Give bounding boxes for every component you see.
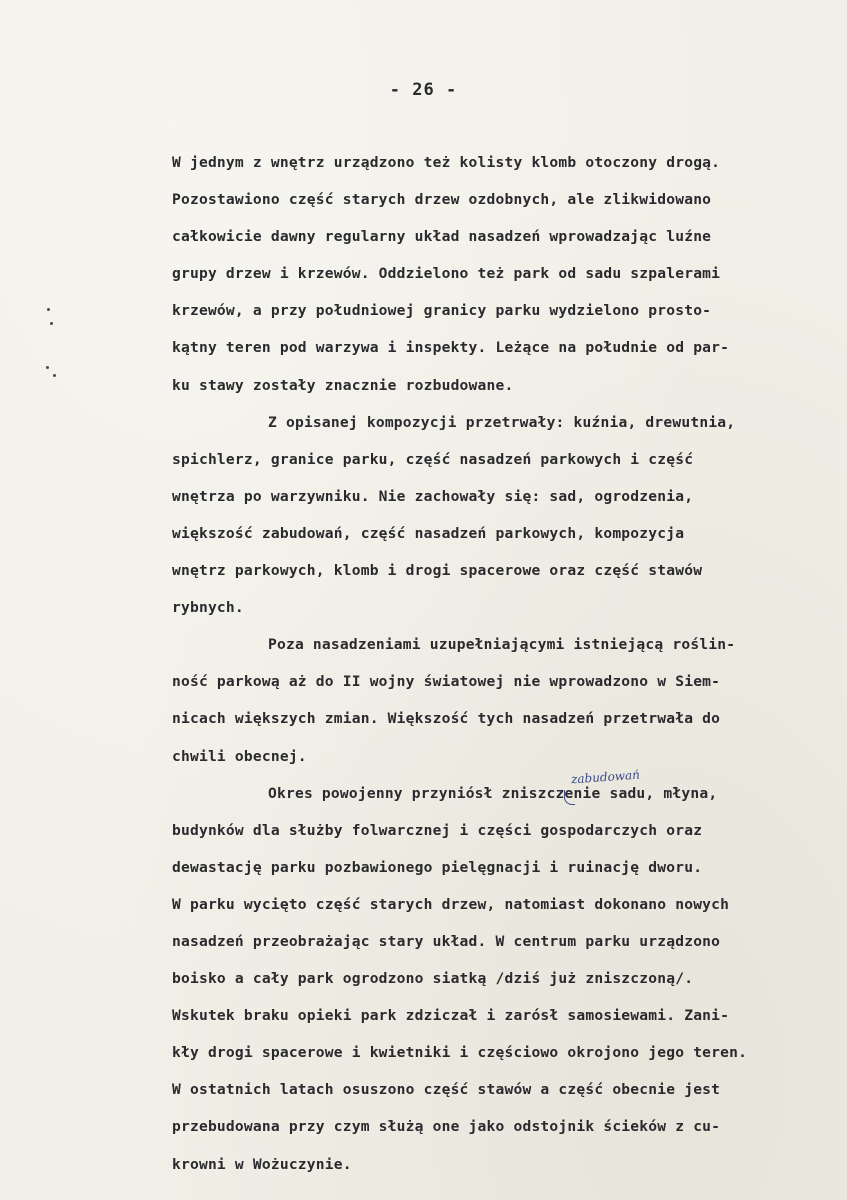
- text-line: kątny teren pod warzywa i inspekty. Leżące na południe od par-: [172, 339, 730, 357]
- text-line: dewastację parku pozbawionego pielęgnacji i ruinację dworu.: [172, 858, 703, 876]
- text-line: nasadzeń przeobrażając stary układ. W centrum parku urządzono: [172, 932, 721, 950]
- text-line: chwili obecnej.: [172, 747, 307, 765]
- text-line: rybnych.: [172, 599, 244, 617]
- text-line: Pozostawiono część starych drzew ozdobnych, ale zlikwidowano: [172, 191, 712, 209]
- text-line: krowni w Wożuczynie.: [172, 1155, 352, 1173]
- body-text: [172, 144, 832, 1183]
- text-line: wnętrz parkowych, klomb i drogi spacerowe oraz część stawów: [172, 562, 703, 580]
- margin-speck: [47, 308, 50, 311]
- page-number: - 26 -: [389, 80, 458, 100]
- text-line: Poza nasadzeniami uzupełniającymi istniejącą roślin-: [268, 636, 736, 654]
- margin-speck: [46, 366, 49, 369]
- handwritten-annotation: zabudowań: [570, 767, 641, 787]
- text-line: budynków dla służby folwarcznej i części gospodarczych oraz: [172, 821, 703, 839]
- text-line: W ostatnich latach osuszono część stawów a część obecnie jest: [172, 1081, 721, 1099]
- text-line: Okres powojenny przyniósł zniszczenie sadu, młyna,: [268, 784, 718, 802]
- text-line: większość zabudowań, część nasadzeń parkowych, kompozycja: [172, 524, 685, 542]
- text-line: spichlerz, granice parku, część nasadzeń parkowych i część: [172, 450, 694, 468]
- text-line: W jednym z wnętrz urządzono też kolisty klomb otoczony drogą.: [172, 154, 721, 171]
- text-line: Wskutek braku opieki park zdziczał i zarósł samosiewami. Zani-: [172, 1007, 730, 1025]
- text-line: W parku wycięto część starych drzew, natomiast dokonano nowych: [172, 895, 730, 913]
- text-line: Z opisanej kompozycji przetrwały: kuźnia, drewutnia,: [268, 413, 736, 431]
- text-line: ność parkową aż do II wojny światowej nie wprowadzono w Siem-: [172, 673, 721, 691]
- text-line: boisko a cały park ogrodzono siatką /dziś już zniszczoną/.: [172, 970, 694, 988]
- insertion-mark: [564, 790, 575, 805]
- text-line: krzewów, a przy południowej granicy parku wydzielono prosto-: [172, 302, 712, 320]
- text-line: ku stawy zostały znacznie rozbudowane.: [172, 376, 514, 394]
- text-line: grupy drzew i krzewów. Oddzielono też park od sadu szpalerami: [172, 265, 721, 283]
- text-line: nicach większych zmian. Większość tych nasadzeń przetrwała do: [172, 710, 721, 728]
- text-line: przebudowana przy czym służą one jako odstojnik ścieków z cu-: [172, 1118, 721, 1136]
- text-line: wnętrza po warzywniku. Nie zachowały się: sad, ogrodzenia,: [172, 487, 694, 505]
- text-line: kły drogi spacerowe i kwietniki i częściowo okrojono jego teren.: [172, 1044, 748, 1062]
- text-line: całkowicie dawny regularny układ nasadzeń wprowadzając luźne: [172, 228, 712, 246]
- margin-speck: [53, 374, 56, 377]
- margin-speck: [50, 322, 53, 325]
